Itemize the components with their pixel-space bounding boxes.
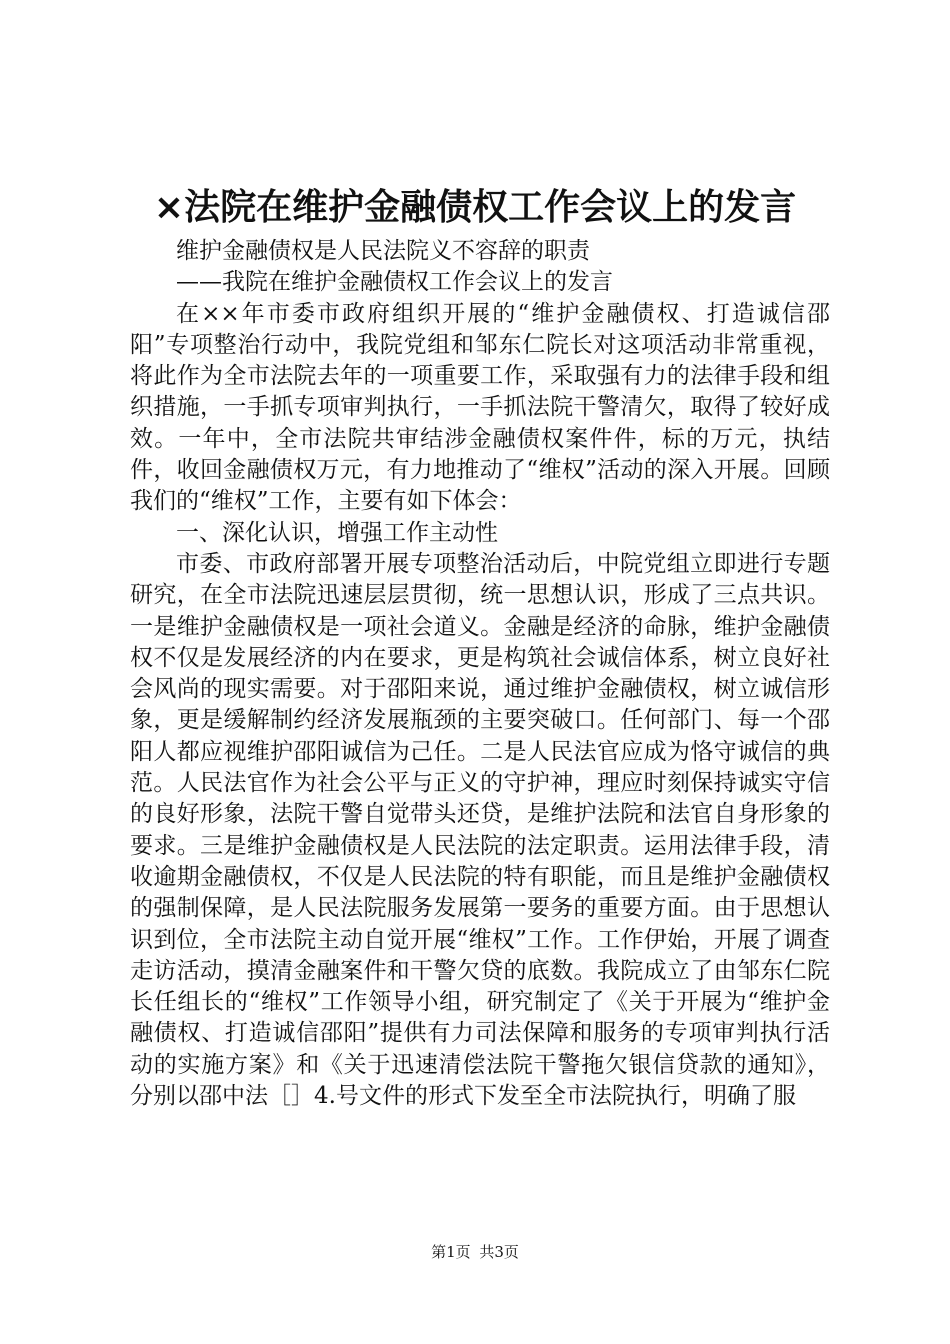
page-footer <box>0 1242 950 1262</box>
document-title: ×法院在维护金融债权工作会议上的发言 <box>153 187 797 228</box>
page-total: 共3页 <box>479 1243 519 1261</box>
heading-line-1: 维护金融债权是人民法院义不容辞的职责 <box>176 238 590 264</box>
page-number: 第1页 <box>431 1243 471 1261</box>
document-body <box>130 236 830 1112</box>
paragraph-section-1: 市委、市政府部署开展专项整治活动后，中院党组立即进行专题研究，在全市法院迅速层层贯彻，统一思想认识，形成了三点共识。一是维护金融债权是一项社会道义。金融是经济的命脉，维护金融债权不仅是发展经济的内在要求，更是构筑社会诚信体系，树立良好社会风尚的现实需要。对于邵阳来说，通过维护金融债权，树立诚信形象，更是缓解制约经济发展瓶颈的主要突破口。任何部门、每一个邵阳人都应视维护邵阳诚信为己任。二是人民法官应成为恪守诚信的典范。人民法官作为社会公平与正义的守护神，理应时刻保持诚实守信的良好形象，法院干警自觉带头还贷，是维护法院和法官自身形象的要求。三是维护金融债权是人民法院的法定职责。运用法律手段，清收逾期金融债权，不仅是人民法院的特有职能，而且是维护金融债权的强制保障，是人民法院服务发展第一要务的重要方面。由于思想认识到位，全市法院主动自觉开展“维权”工作。工作伊始，开展了调查走访活动，摸清金融案件和干警欠贷的底数。我院成立了由邹东仁院长任组长的“维权”工作领导小组，研究制定了《关于开展为“维护金融债权、打造诚信邵阳”提供有力司法保障和服务的专项审判执行活动的实施方案》和《关于迅速清偿法院干警拖欠银信贷款的通知》，分别以邵中法［］4.号文件的形式下发至全市法院执行，明确了服 <box>130 550 830 1110</box>
section-heading-1: 一、深化认识，增强工作主动性 <box>176 519 498 546</box>
paragraph-intro: 在××年市委市政府组织开展的“维护金融债权、打造诚信邵阳”专项整治行动中，我院党组和邹东仁院长对这项活动非常重视，将此作为全市法院去年的一项重要工作，采取强有力的法律手段和组织措施，一手抓专项审判执行，一手抓法院干警清欠，取得了较好成效。一年中，全市法院共审结涉金融债权案件件，标的万元，执结件，收回金融债权万元，有力地推动了“维权”活动的深入开展。回顾我们的“维权”工作，主要有如下体会： <box>130 300 830 515</box>
heading-line-2: ——我院在维护金融债权工作会议上的发言 <box>176 269 613 296</box>
